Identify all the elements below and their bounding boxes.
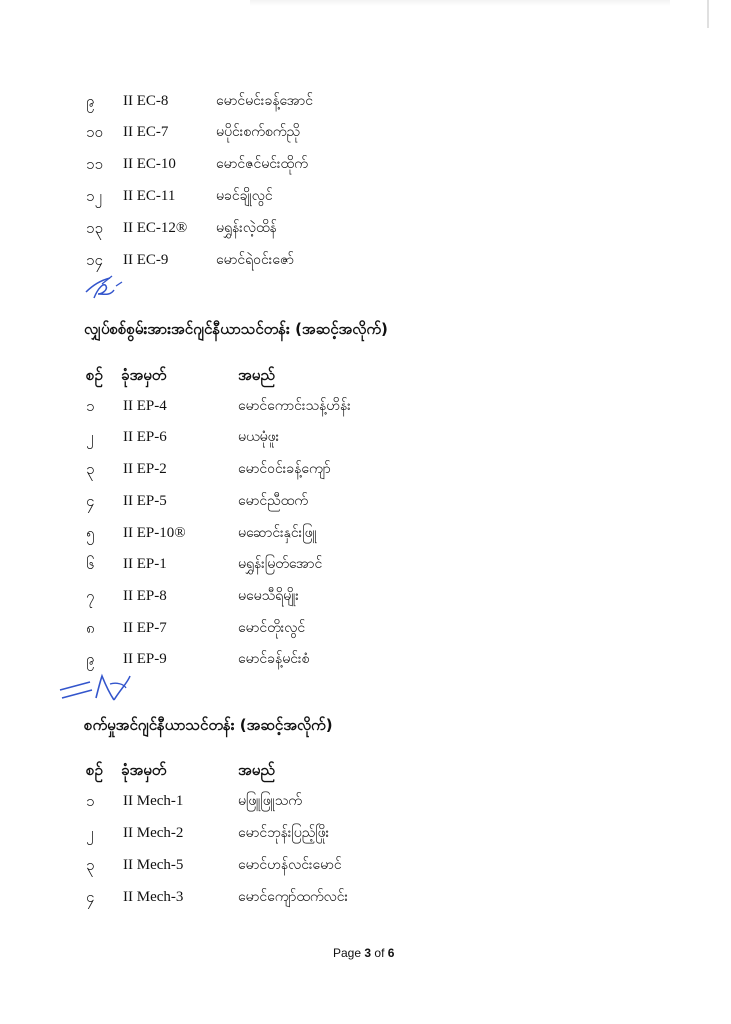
row-number: ၇ [86,587,95,605]
student-name: မောင်ရဲဝင်းဇော် [216,252,295,268]
roll-number: II EP-2 [123,461,167,477]
student-name: မောင်ခန့်မင်းစံ [238,651,310,667]
row-number: ၁၃ [86,219,103,237]
row-number: ၉ [86,92,95,110]
student-name: မခင်ချိုလွင် [216,188,273,204]
handwritten-initials [80,272,130,304]
student-name: မရွှန်းမြတ်အောင် [238,556,323,572]
roll-number: II Mech-3 [123,889,184,905]
current-page: 3 [364,946,372,960]
roll-number: II Mech-1 [123,793,184,809]
student-name: မဖြူဖြူသက် [238,793,302,809]
row-number: ၅ [86,524,95,542]
roll-number: II EC-7 [123,124,169,140]
student-name: မောင်မင်းခန့်အောင် [216,93,313,109]
roll-number: II Mech-2 [123,825,184,841]
roll-number: II EC-11 [123,188,176,204]
row-number: ၁၀ [86,123,103,141]
scan-edge-mark [250,0,670,6]
page-footer [333,946,394,960]
row-number: ၁ [86,792,95,810]
page-word: Page [333,946,362,960]
row-number: ၆ [86,555,95,573]
row-number: ၉ [86,650,95,668]
student-name: မောင်ညီထက် [238,493,308,509]
student-name: မောင်ဝင်းခန့်ကျော် [238,461,331,477]
roll-number: II EC-12® [123,220,188,236]
roll-number: II EP-10® [123,525,186,541]
header-roll: ခုံအမှတ် [121,761,167,779]
roll-number: II Mech-5 [123,857,184,873]
roll-number: II EP-8 [123,588,167,604]
roll-number: II EP-7 [123,620,167,636]
scan-edge-mark [707,0,709,28]
student-name: မောင်ဟန်လင်းမောင် [238,857,342,873]
student-name: မောင်ဘုန်းပြည့်ဖြိုး [238,825,330,841]
row-number: ၁၄ [86,251,103,269]
handwritten-initials [56,668,136,708]
header-name: အမည် [238,366,275,384]
row-number: ၂ [86,428,94,446]
row-number: ၁၁ [86,155,103,173]
header-name: အမည် [238,761,275,779]
header-no: စဥ် [86,761,103,779]
roll-number: II EC-10 [123,156,176,172]
roll-number: II EP-6 [123,429,167,445]
row-number: ၃ [86,460,95,478]
row-number: ၁၂ [86,187,102,205]
student-name: မောင်တိုးလွင် [238,620,306,636]
roll-number: II EP-9 [123,651,167,667]
student-name: မောင်ကျော်ထက်လင်း [238,889,349,905]
student-name: မောင်ဇင်မင်းထိုက် [216,156,308,172]
row-number: ၄ [86,888,95,906]
roll-number: II EC-8 [123,93,169,109]
row-number: ၁ [86,397,95,415]
student-name: မောင်ကောင်းသန့်ဟိန်း [238,398,351,414]
total-pages: 6 [387,946,395,960]
student-name: မယမုံဖူး [238,429,280,445]
roll-number: II EC-9 [123,252,169,268]
section-title-ep: လျှပ်စစ်စွမ်းအားအင်ဂျင်နီယာသင်တန်း (အဆင့်အလိုက်) [84,320,388,338]
student-name: မရွှန်းလဲ့ထိန် [216,220,277,236]
student-name: မပိုင်းစက်စက်ညို [216,124,300,140]
roll-number: II EP-1 [123,556,167,572]
roll-number: II EP-5 [123,493,167,509]
row-number: ၂ [86,824,94,842]
roll-number: II EP-4 [123,398,167,414]
row-number: ၄ [86,492,95,510]
row-number: ၈ [86,619,95,637]
section-title-mech: စက်မှုအင်ဂျင်နီယာသင်တန်း (အဆင့်အလိုက်) [84,716,333,734]
student-name: မဆောင်းနှင်းဖြူ [238,525,317,541]
row-number: ၃ [86,856,95,874]
header-no: စဥ် [86,366,103,384]
of-word: of [374,946,385,960]
header-roll: ခုံအမှတ် [121,366,167,384]
student-name: မမေသီရိမျိုး [238,588,299,604]
